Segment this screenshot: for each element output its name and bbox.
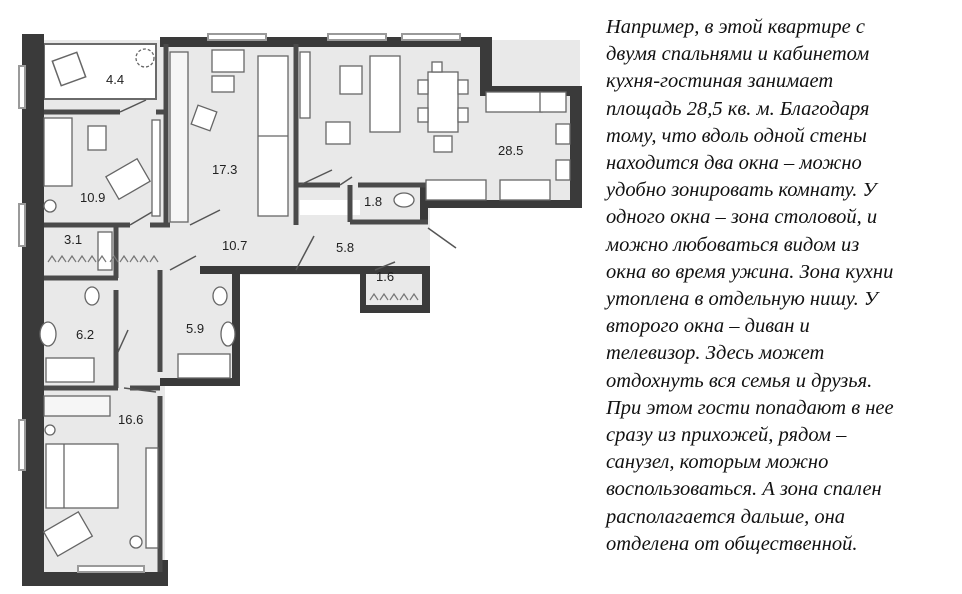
description-line: окна во время ужина. Зона кухни [606, 260, 894, 283]
room-label-bathroom-2: 5.9 [186, 321, 205, 336]
description-line: располагается дальше, она [606, 505, 846, 528]
room-label-hall: 10.7 [222, 238, 248, 253]
room-label-entrance: 5.8 [336, 240, 355, 255]
description-line: двумя спальнями и кабинетом [606, 43, 870, 66]
room-label-balcony: 4.4 [106, 72, 125, 87]
description-line: можно любоваться видом из [606, 233, 860, 256]
description-line: одного окна – зона столовой, и [606, 206, 878, 229]
description-line: удобно зонировать комнату. У [606, 179, 877, 202]
description-line: находится два окна – можно [606, 152, 862, 175]
description-line: площадь 28,5 кв. м. Благодаря [606, 97, 870, 120]
description-line: отделена от общественной. [606, 532, 858, 555]
description-line: отдохнуть вся семья и друзья. [606, 369, 873, 392]
description-line: Например, в этой квартире с [606, 16, 865, 38]
description-line: санузел, которым можно [606, 451, 829, 474]
description-line: второго окна – диван и [606, 315, 810, 338]
room-label-bathroom-1: 6.2 [76, 327, 95, 342]
room-label-wc-small: 1.8 [364, 194, 383, 209]
room-label-study: 17.3 [212, 162, 238, 177]
description-line: сразу из прихожей, рядом – [606, 424, 847, 447]
room-label-bedroom-2: 16.6 [118, 412, 144, 427]
description-line: утоплена в отдельную нишу. У [606, 288, 878, 311]
room-label-kitchen-living: 28.5 [498, 143, 524, 158]
room-label-closet-1: 3.1 [64, 232, 83, 247]
room-label-closet-2: 1.6 [376, 269, 395, 284]
balcony-table [136, 49, 154, 67]
room-label-bedroom-1: 10.9 [80, 190, 106, 205]
description-line: воспользоваться. А зона спален [606, 478, 882, 501]
description-line: тому, что вдоль одной стены [606, 124, 867, 147]
description-line: При этом гости попадают в нее [606, 396, 894, 419]
description-text [606, 14, 958, 558]
description-line: кухня-гостиная занимает [606, 70, 834, 93]
description-line: телевизор. Здесь может [606, 342, 825, 365]
